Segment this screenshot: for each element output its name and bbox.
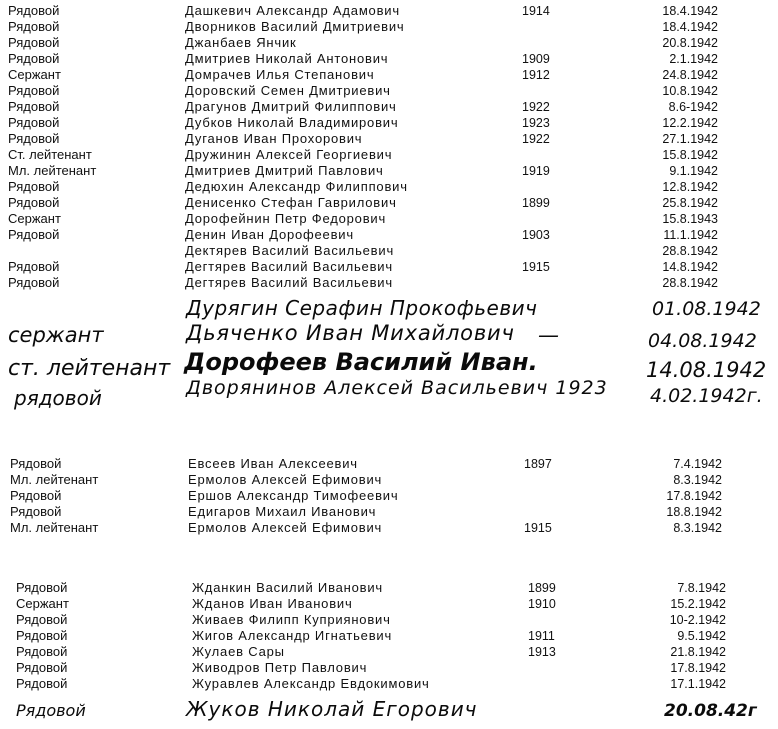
date-cell: 21.8.1942 [670,645,726,659]
list-row [0,243,778,259]
rank-cell: Рядовой [8,3,60,18]
handwritten-date: 4.02.1942г. [650,385,763,407]
name-cell: Доровский Семен Дмитриевич [185,83,391,98]
name-cell: Дворников Василий Дмитриевич [185,19,405,34]
rank-cell: Рядовой [8,195,60,210]
name-cell: Дубков Николай Владимирович [185,115,399,130]
rank-cell: Рядовой [8,227,60,242]
name-cell: Ермолов Алексей Ефимович [188,472,383,487]
date-cell: 14.8.1942 [662,260,718,274]
list-row [0,179,778,195]
rank-cell: Рядовой [8,275,60,290]
rank-cell: Рядовой [10,504,62,519]
name-cell: Дмитриев Дмитрий Павлович [185,163,384,178]
date-cell: 9.5.1942 [677,629,726,643]
rank-cell: Сержант [8,211,61,226]
rank-cell: Рядовой [8,131,60,146]
list-row [0,163,778,179]
rank-cell: Мл. лейтенант [8,163,97,178]
name-cell: Драгунов Дмитрий Филиппович [185,99,397,114]
name-cell: Едигаров Михаил Иванович [188,504,377,519]
handwritten-rank: Рядовой [16,701,86,720]
date-cell: 28.8.1942 [662,244,718,258]
rank-cell: Ст. лейтенант [8,147,92,162]
list-row [0,580,778,596]
date-cell: 18.4.1942 [662,20,718,34]
list-row [0,51,778,67]
name-cell: Дедюхин Александр Филиппович [185,179,408,194]
name-cell: Дружинин Алексей Георгиевич [185,147,393,162]
name-cell: Жданкин Василий Иванович [192,580,384,595]
date-cell: 15.8.1943 [662,212,718,226]
date-cell: 25.8.1942 [662,196,718,210]
name-cell: Журавлев Александр Евдокимович [192,676,430,691]
date-cell: 2.1.1942 [669,52,718,66]
list-row [0,504,778,520]
handwritten-name: Жуков Николай Егорович [186,697,478,721]
date-cell: 9.1.1942 [669,164,718,178]
list-row [0,3,778,19]
name-cell: Ермолов Алексей Ефимович [188,520,383,535]
list-row [0,211,778,227]
handwritten-name: Дурягин Серафин Прокофьевич [186,296,538,320]
rank-cell: Рядовой [16,628,68,643]
date-cell: 10-2.1942 [669,613,726,627]
name-cell: Денисенко Стефан Гаврилович [185,195,397,210]
rank-cell: Рядовой [10,456,62,471]
name-cell: Дашкевич Александр Адамович [185,3,400,18]
name-cell: Живаев Филипп Куприянович [192,612,391,627]
list-row [0,147,778,163]
name-cell: Дмитриев Николай Антонович [185,51,389,66]
handwritten-date: 01.08.1942 [652,298,761,320]
rank-cell: Рядовой [16,644,68,659]
list-row [0,67,778,83]
date-cell: 17.8.1942 [666,489,722,503]
date-cell: 18.4.1942 [662,4,718,18]
list-row [0,83,778,99]
name-cell: Дегтярев Василий Васильевич [185,259,393,274]
list-block-d [0,3,778,291]
year-cell: 1899 [528,581,556,595]
rank-cell: Рядовой [8,35,60,50]
list-row [0,195,778,211]
name-cell: Живодров Петр Павлович [192,660,368,675]
date-cell: 17.1.1942 [670,677,726,691]
list-row [0,472,778,488]
date-cell: 7.8.1942 [677,581,726,595]
name-cell: Денин Иван Дорофеевич [185,227,354,242]
rank-cell: Рядовой [16,580,68,595]
date-cell: 28.8.1942 [662,276,718,290]
year-cell: 1915 [524,521,552,535]
rank-cell: Мл. лейтенант [10,520,99,535]
handwritten-rank: сержант [8,323,104,347]
list-row [0,19,778,35]
rank-cell: Рядовой [8,259,60,274]
rank-cell: Рядовой [8,19,60,34]
rank-cell: Рядовой [16,676,68,691]
name-cell: Жулаев Сары [192,644,285,659]
year-cell: 1912 [522,68,550,82]
name-cell: Джанбаев Янчик [185,35,297,50]
date-cell: 10.8.1942 [662,84,718,98]
handwritten-date: 14.08.1942 [646,358,767,382]
date-cell: 15.8.1942 [662,148,718,162]
year-cell: 1922 [522,132,550,146]
date-cell: 15.2.1942 [670,597,726,611]
list-row [0,115,778,131]
year-cell: 1909 [522,52,550,66]
list-row [0,35,778,51]
list-row [0,259,778,275]
list-row [0,644,778,660]
list-row [0,131,778,147]
rank-cell: Рядовой [8,51,60,66]
handwritten-name: Дворянинов Алексей Васильевич 1923 [186,377,608,399]
year-cell: 1913 [528,645,556,659]
list-row [0,456,778,472]
year-cell: 1903 [522,228,550,242]
name-cell: Дорофейнин Петр Федорович [185,211,387,226]
handwritten-rank: рядовой [14,386,102,410]
handwritten-date: 04.08.1942 [648,330,757,352]
name-cell: Жданов Иван Иванович [192,596,353,611]
name-cell: Жигов Александр Игнатьевич [192,628,393,643]
rank-cell: Рядовой [16,612,68,627]
date-cell: 8.3.1942 [673,521,722,535]
handwritten-name: Дорофеев Василий Иван. [184,348,538,376]
handwritten-date: 20.08.42г [664,701,757,721]
rank-cell: Мл. лейтенант [10,472,99,487]
list-row [0,676,778,692]
rank-cell: Рядовой [8,179,60,194]
date-cell: 12.2.1942 [662,116,718,130]
name-cell: Дегтярев Василий Васильевич [185,275,393,290]
rank-cell: Рядовой [8,115,60,130]
list-block-zh [0,580,778,692]
list-row [0,520,778,536]
date-cell: 20.8.1942 [662,36,718,50]
date-cell: 27.1.1942 [662,132,718,146]
handwritten-rank: ст. лейтенант [8,356,171,381]
list-block-e [0,456,778,536]
date-cell: 18.8.1942 [666,505,722,519]
rank-cell: Сержант [16,596,69,611]
rank-cell: Рядовой [8,99,60,114]
list-row [0,660,778,676]
year-cell: 1914 [522,4,550,18]
name-cell: Ершов Александр Тимофеевич [188,488,399,503]
list-row [0,488,778,504]
name-cell: Дектярев Василий Васильевич [185,243,395,258]
name-cell: Дуганов Иван Прохорович [185,131,363,146]
name-cell: Домрачев Илья Степанович [185,67,375,82]
rank-cell: Рядовой [10,488,62,503]
handwritten-mark: — [538,323,559,347]
date-cell: 11.1.1942 [663,228,718,242]
year-cell: 1919 [522,164,550,178]
year-cell: 1899 [522,196,550,210]
list-row [0,612,778,628]
date-cell: 8.3.1942 [673,473,722,487]
list-row [0,275,778,291]
handwritten-name: Дьяченко Иван Михайлович [186,321,515,345]
year-cell: 1922 [522,100,550,114]
rank-cell: Сержант [8,67,61,82]
year-cell: 1923 [522,116,550,130]
date-cell: 7.4.1942 [673,457,722,471]
list-row [0,628,778,644]
date-cell: 24.8.1942 [662,68,718,82]
list-row [0,99,778,115]
rank-cell: Рядовой [8,83,60,98]
date-cell: 17.8.1942 [670,661,726,675]
date-cell: 8.6-1942 [668,100,718,114]
list-row [0,596,778,612]
year-cell: 1911 [528,629,555,643]
list-row [0,227,778,243]
year-cell: 1910 [528,597,556,611]
rank-cell: Рядовой [16,660,68,675]
year-cell: 1897 [524,457,552,471]
date-cell: 12.8.1942 [662,180,718,194]
year-cell: 1915 [522,260,550,274]
name-cell: Евсеев Иван Алексеевич [188,456,358,471]
